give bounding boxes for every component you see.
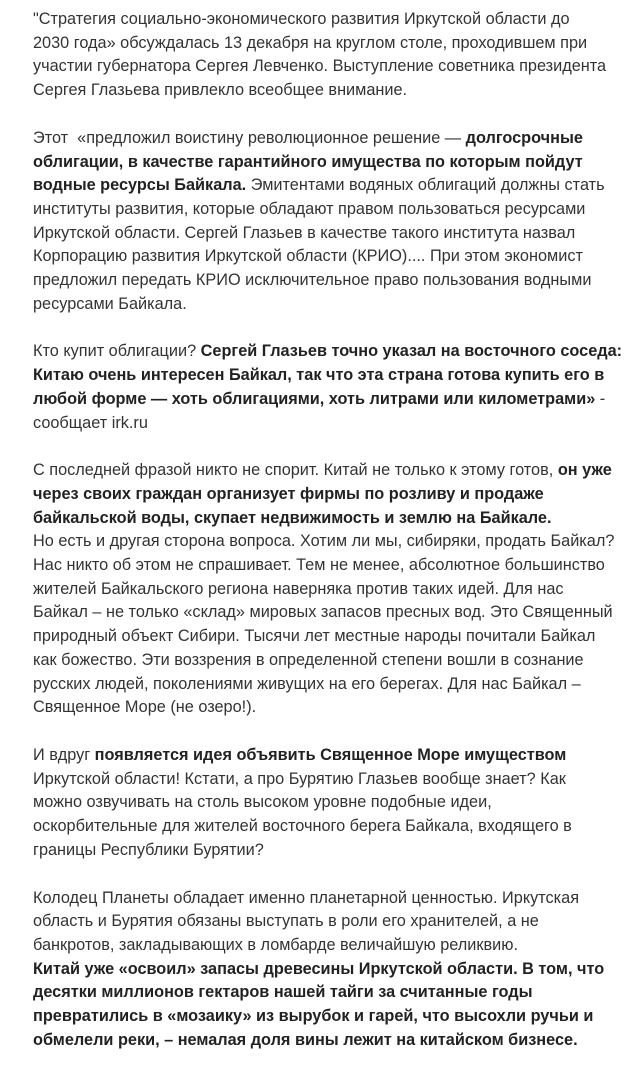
- text: оскорбительные для жителей восточного берега Байкала, входящего в: [33, 817, 572, 836]
- bold-text: обмелели реки, – немалая доля вины лежит на китайском бизнесе.: [33, 1030, 578, 1049]
- bold-text: Сергей Глазьев точно указал на восточного соседа:: [200, 342, 623, 361]
- bold-text: водные ресурсы Байкала.: [33, 176, 247, 195]
- paragraph-p6: [33, 887, 633, 1053]
- text: Иркутской области! Кстати, а про Бурятию Глазьев вообще знает? Как: [33, 769, 566, 788]
- text: С последней фразой никто не спорит. Китай не только к этому готов,: [33, 461, 558, 480]
- text: границы Республики Бурятии?: [33, 840, 264, 859]
- text: предложил передать КРИО исключительное право пользования водными: [33, 271, 592, 290]
- text: Сергея Глазьева привлекло всеобщее внимание.: [33, 81, 408, 100]
- text: -: [595, 389, 606, 408]
- text: жителей Байкальского региона наверняка против таких идей. Для нас: [33, 579, 564, 598]
- text: участии губернатора Сергея Левченко. Выступление советника президента: [33, 57, 607, 76]
- text: область и Бурятия обязаны выступать в роли его хранителей, а не: [33, 912, 539, 931]
- article-body: [33, 8, 633, 1076]
- bold-text: байкальской воды, скупает недвижимость и землю на Байкале.: [33, 508, 552, 527]
- text: Байкал – не только «склад» мировых запасов пресных вод. Это Священный: [33, 603, 613, 622]
- paragraph-p5: [33, 744, 633, 863]
- text: можно озвучивать на столь высоком уровне подобные идеи,: [33, 793, 492, 812]
- bold-text: через своих граждан организует фирмы по розливу и продаже: [33, 484, 544, 503]
- bold-text: долгосрочные: [465, 128, 583, 147]
- text: банкротов, закладывающих в ломбарде величайшую реликвию.: [33, 935, 518, 954]
- bold-text: Китай уже «освоил» запасы древесины Иркутской области. В том, что: [33, 959, 605, 978]
- text: природный объект Сибири. Тысячи лет местные народы почитали Байкал: [33, 627, 596, 646]
- paragraph-p1: [33, 8, 633, 103]
- text: русских людей, поколениями живущих на его берегах. Для нас Байкал –: [33, 674, 581, 693]
- text: И вдруг: [33, 745, 95, 764]
- bold-text: любой форме — хоть облигациями, хоть литрами или километрами»: [33, 389, 596, 408]
- text: Иркутской области. Сергей Глазьев в качестве такого института назвал: [33, 223, 576, 242]
- text: "Стратегия социально-экономического развития Иркутской области до: [33, 10, 570, 28]
- text: как божество. Эти воззрения в определенной степени вошли в сознание: [33, 650, 584, 669]
- bold-text: десятки миллионов гектаров нашей тайги за считанные годы: [33, 983, 533, 1002]
- text: Этот «предложил воистину революционное решение —: [33, 128, 466, 147]
- paragraph-p2: [33, 127, 633, 317]
- paragraph-p3: [33, 340, 633, 435]
- bold-text: Китаю очень интересен Байкал, так что эта страна готова купить его в: [33, 366, 605, 385]
- text: 2030 года» обсуждалась 13 декабря на круглом столе, проходившем при: [33, 33, 588, 52]
- text: Колодец Планеты обладает именно планетарной ценностью. Иркутская: [33, 888, 580, 907]
- text: сообщает irk.ru: [33, 413, 148, 432]
- text: ресурсами Байкала.: [33, 294, 187, 313]
- paragraph-p4: [33, 459, 633, 720]
- text: Эмитентами водяных облигаций должны стать: [246, 176, 605, 195]
- text: Священное Море (не озеро!).: [33, 698, 257, 717]
- text: Кто купит облигации?: [33, 342, 201, 361]
- bold-text: облигации, в качестве гарантийного имущества по которым пойдут: [33, 152, 583, 171]
- text: Корпорацию развития Иркутской области (КРИО).... При этом экономист: [33, 247, 583, 266]
- text: институты развития, которые обладают правом пользоваться ресурсами: [33, 199, 586, 218]
- bold-text: превратились в «мозаику» из вырубок и гарей, что высохли ручьи и: [33, 1007, 594, 1026]
- text: Нас никто об этом не спрашивает. Тем не менее, абсолютное большинство: [33, 556, 605, 575]
- bold-text: он уже: [557, 461, 612, 480]
- text: Но есть и другая сторона вопроса. Хотим ли мы, сибиряки, продать Байкал?: [33, 532, 615, 551]
- bold-text: появляется идея объявить Священное Море имуществом: [94, 745, 567, 764]
